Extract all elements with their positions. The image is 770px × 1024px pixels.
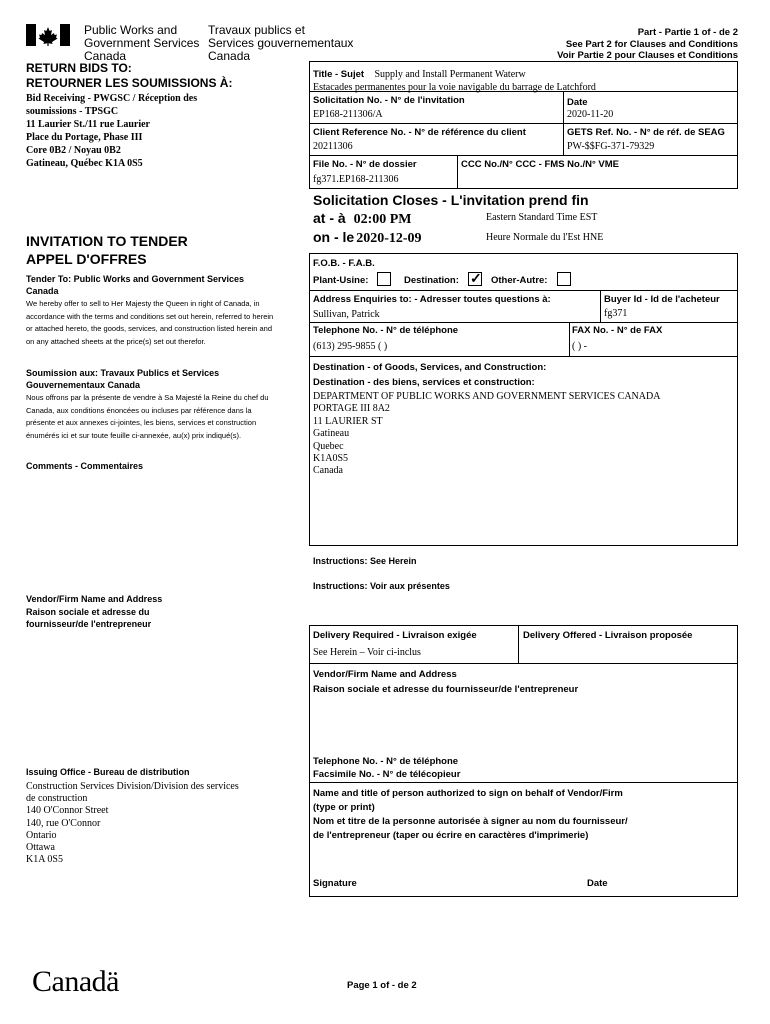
comments-label: Comments - Commentaires	[26, 461, 144, 471]
soumission-label: Soumission aux: Travaux Publics et Services Gouvernementaux Canada	[26, 368, 220, 390]
gets-ref-label: GETS Ref. No. - N° de réf. de SEAG	[567, 127, 725, 138]
date-value[interactable]: 2020-11-20	[567, 109, 614, 120]
issuing-office-address: Construction Services Division/Division des services de construction 140 O'Connor Street 140, rue O'Connor Ontario Ottawa K1A 0S5	[26, 781, 239, 866]
signature-label: Signature	[313, 878, 357, 889]
other-label: Other-Autre:	[491, 275, 548, 286]
delivery-required-label: Delivery Required - Livraison exigée	[313, 630, 477, 641]
destination-checkbox[interactable]	[468, 272, 482, 286]
authorized-person-label: Name and title of person authorized to sign on behalf of Vendor/Firm (type or print) Nom et titre de la personne autorisée à signer au nom du fournisseur/ de l'entrepreneur (taper ou écrire en caractères d'imprimerie)	[313, 788, 628, 841]
department-name-en: Public Works and Government Services Canada	[84, 23, 200, 63]
address-enquiries-value[interactable]: Sullivan, Patrick	[313, 309, 380, 320]
return-bids-title: RETURN BIDS TO: RETOURNER LES SOUMISSIONS À:	[26, 61, 233, 90]
client-ref-value[interactable]: 20211306	[313, 141, 353, 152]
return-bids-address: Bid Receiving - PWGSC / Réception des soumissions - TPSGC 11 Laurier St./11 rue Laurier Place du Portage, Phase III Core 0B2 / Noyau 0B2 Gatineau, Québec K1A 0S5	[26, 93, 198, 169]
closing-time-value: 02:00 PM	[353, 212, 412, 227]
closing-date: on - le 2020-12-09	[313, 229, 422, 246]
delivery-offered-label: Delivery Offered - Livraison proposée	[523, 630, 693, 641]
soumission-text: Nous offrons par la présente de vendre à Sa Majesté la Reine du chef du Canada, aux conditions énoncées ou incluses par référence dans la présente et aux annexes ci-jointes, les biens, services et construction énumérés ici et sur toute feuille ci-annexée, au(x) prix indiqué(s).	[26, 393, 269, 440]
address-enquiries-label: Address Enquiries to: - Adresser toutes questions à:	[313, 294, 551, 305]
other-checkbox[interactable]	[557, 272, 571, 286]
instructions-fr: Instructions: Voir aux présentes	[313, 581, 450, 591]
closing-time: at - à 02:00 PM	[313, 210, 412, 227]
issuing-office-label: Issuing Office - Bureau de distribution	[26, 767, 190, 777]
file-no-value[interactable]: fg371.EP168-211306	[313, 174, 399, 185]
invitation-title: INVITATION TO TENDER APPEL D'OFFRES	[26, 233, 188, 267]
canada-wordmark: Canadä	[32, 965, 119, 998]
canada-flag-icon	[26, 24, 70, 46]
solicitation-no-label: Solicitation No. - N° de l'invitation	[313, 95, 465, 106]
title-value-fr: Estacades permanentes pour la voie navigable du barrage de Latchford	[313, 82, 596, 93]
destination-goods-label: Destination - of Goods, Services, and Construction: Destination - des biens, services et construction:	[313, 362, 547, 388]
telephone-value[interactable]: (613) 295-9855 ( )	[313, 341, 388, 352]
plant-checkbox[interactable]	[377, 272, 391, 286]
vendor-phone-fax-label: Telephone No. - N° de téléphone Facsimile No. - N° de télécopieur	[313, 756, 461, 780]
vendor-firm-label-left: Vendor/Firm Name and Address Raison sociale et adresse du fournisseur/de l'entrepreneur	[26, 594, 163, 629]
destination-label: Destination:	[404, 275, 459, 286]
date-label: Date	[567, 97, 588, 108]
destination-goods-address: DEPARTMENT OF PUBLIC WORKS AND GOVERNMENT SERVICES CANADA PORTAGE III 8A2 11 LAURIER ST Gatineau Quebec K1A0S5 Canada	[313, 391, 661, 477]
tender-to-text: We hereby offer to sell to Her Majesty the Queen in right of Canada, in accordance with the terms and conditions set out herein, referred to herein or attached hereto, the goods, services, and construction listed herein and on any attached sheets at the price(s) set out therefor.	[26, 299, 274, 346]
checkmark-icon: ✓	[470, 270, 482, 286]
buyer-id-value[interactable]: fg371	[604, 308, 628, 319]
solicitation-no-value[interactable]: EP168-211306/A	[313, 109, 383, 120]
title-field	[313, 64, 733, 94]
page-number: Page 1 of - de 2	[347, 980, 417, 991]
delivery-required-value[interactable]: See Herein – Voir ci-inclus	[313, 647, 421, 658]
timezone-fr: Heure Normale du l'Est HNE	[486, 232, 604, 243]
client-ref-label: Client Reference No. - N° de référence du client	[313, 127, 526, 138]
signature-date-label: Date	[587, 878, 608, 889]
title-label: Title - Sujet	[313, 69, 365, 80]
tender-to-label: Tender To: Public Works and Government Services Canada	[26, 274, 245, 296]
vendor-firm-label: Vendor/Firm Name and Address Raison sociale et adresse du fournisseur/de l'entrepreneur	[313, 669, 579, 695]
plant-label: Plant-Usine:	[313, 275, 369, 286]
timezone-en: Eastern Standard Time EST	[486, 212, 598, 223]
buyer-id-label: Buyer Id - Id de l'acheteur	[604, 294, 720, 305]
solicitation-closes-title: Solicitation Closes - L'invitation prend fin	[313, 192, 589, 208]
fob-label: F.O.B. - F.A.B.	[313, 258, 375, 269]
fax-value[interactable]: ( ) -	[572, 341, 587, 352]
closing-date-value: 2020-12-09	[356, 231, 422, 246]
instructions-en: Instructions: See Herein	[313, 556, 417, 566]
vendor-firm-input[interactable]	[313, 698, 733, 750]
telephone-label: Telephone No. - N° de téléphone	[313, 325, 459, 336]
gets-ref-value[interactable]: PW-$$FG-371-79329	[567, 141, 655, 152]
title-value: Supply and Install Permanent Waterw	[374, 69, 526, 80]
department-name-fr: Travaux publics et Services gouvernementaux Canada	[208, 23, 354, 63]
fax-label: FAX No. - N° de FAX	[572, 325, 663, 336]
part-indicator: Part - Partie 1 of - de 2 See Part 2 for Clauses and Conditions Voir Partie 2 pour Clauses et Conditions	[557, 27, 738, 61]
file-no-label: File No. - N° de dossier	[313, 159, 417, 170]
authorized-person-input[interactable]	[313, 845, 733, 873]
ccc-no-label: CCC No./N° CCC - FMS No./N° VME	[461, 159, 620, 170]
